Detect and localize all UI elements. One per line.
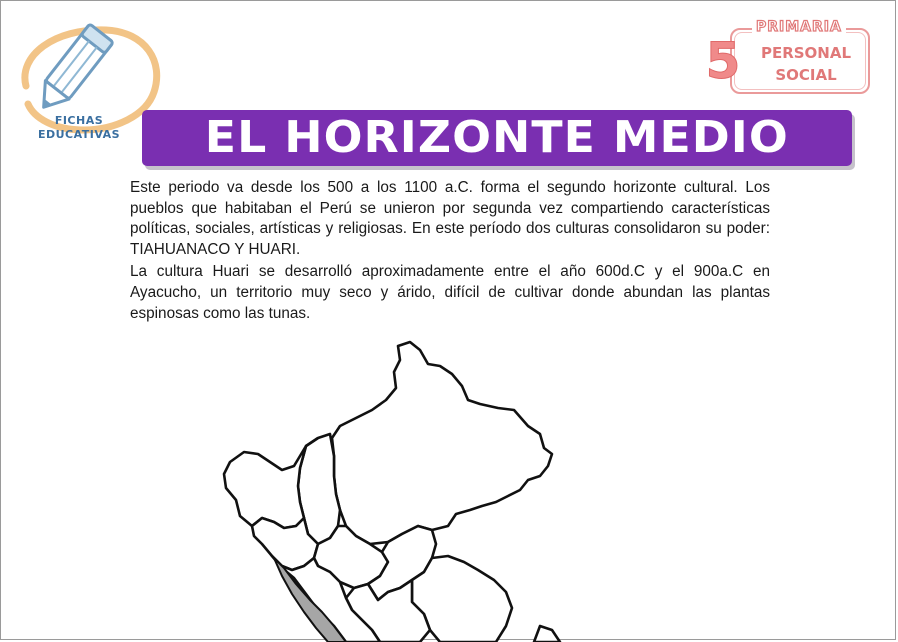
paragraph-1: Este periodo va desde los 500 a los 1100 a.C. forma el segundo horizonte cultural. Los pueblos que habitaban el Perú se unieron por segunda vez compartiendo características políticas, sociales, artísticas y religiosas. En este período dos culturas consolidaron su poder: TIAHUANACO Y HUARI.	[130, 179, 770, 258]
title-banner	[142, 110, 852, 166]
badge-subject-line-2: SOCIAL	[775, 66, 837, 84]
page-title: EL HORIZONTE MEDIO	[204, 112, 790, 163]
map-region-loreto	[332, 342, 552, 544]
body-text	[130, 178, 770, 324]
logo-line-1: FICHAS	[54, 114, 104, 127]
badge-grade: 5	[705, 32, 741, 90]
badge-level: PRIMARIA	[752, 19, 846, 35]
map-region-piura	[224, 446, 306, 528]
map-region-puno	[534, 626, 560, 642]
grade-subject-badge	[704, 18, 876, 100]
peru-outline-map	[0, 330, 898, 642]
badge-subject-line-1: PERSONAL	[760, 44, 852, 62]
logo-line-2: EDUCATIVAS	[37, 128, 121, 141]
paragraph-2: La cultura Huari se desarrolló aproximadamente entre el año 600d.C y el 900a.C en Ayacucho, un territorio muy seco y árido, difícil de cultivar donde abundan las plantas espinosas como las tunas.	[130, 263, 770, 322]
